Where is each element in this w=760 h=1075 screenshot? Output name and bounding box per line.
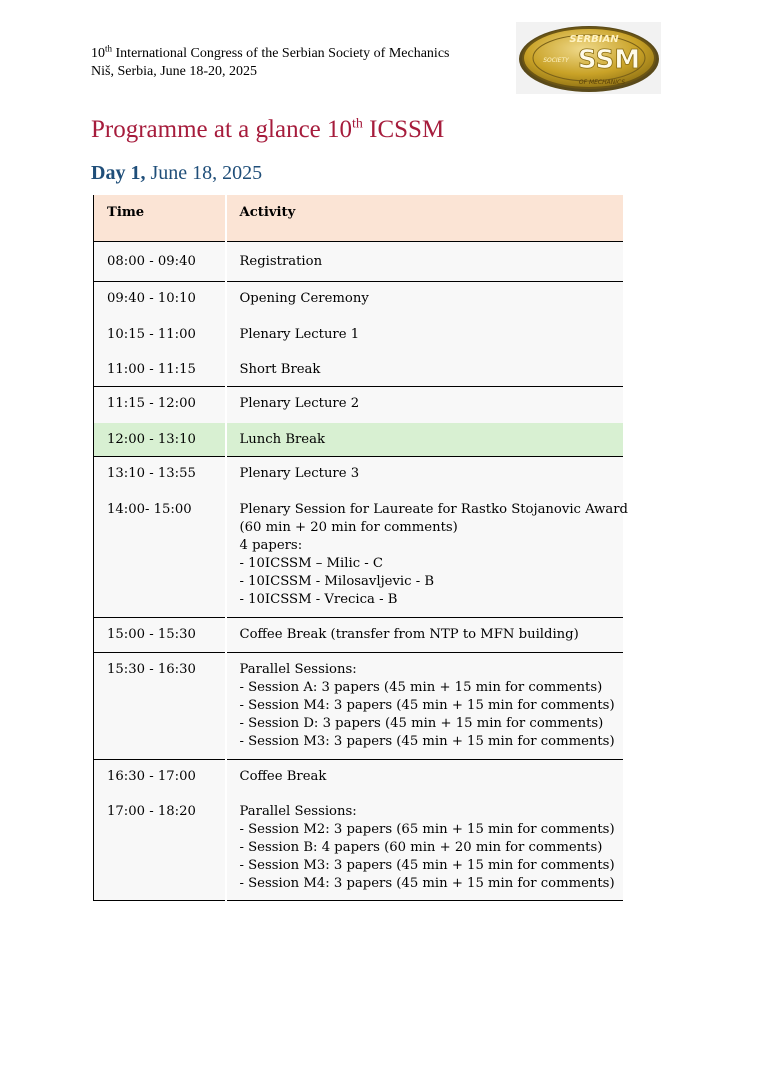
day-heading: Day 1, June 18, 2025	[91, 162, 263, 184]
table-row	[94, 653, 623, 760]
row-time: 10:15 - 11:00	[94, 318, 226, 353]
row-activity: Opening Ceremony	[226, 282, 623, 318]
table-row	[94, 457, 623, 493]
row-activity: Plenary Lecture 2	[226, 387, 623, 423]
column-header-activity: Activity	[226, 195, 623, 242]
document-header	[91, 45, 449, 81]
svg-text:OF MECHANICS: OF MECHANICS	[578, 79, 626, 86]
row-time: 15:00 - 15:30	[94, 618, 226, 653]
page-title: Programme at a glance 10th ICSSM	[91, 116, 445, 143]
row-activity: Parallel Sessions: - Session M2: 3 papers (65 min + 15 min for comments) - Session B: 4 papers (60 min + 20 min for comments) - Session M3: 3 papers (45 min + 15 min for comments) - Session M4: 3 papers (45 min + 15 min for comments)	[226, 795, 623, 901]
schedule-table	[93, 195, 628, 901]
row-time: 08:00 - 09:40	[94, 242, 226, 282]
row-time: 17:00 - 18:20	[94, 795, 226, 901]
svg-text:SERBIAN: SERBIAN	[569, 34, 619, 45]
table-row	[94, 493, 623, 618]
svg-text:SOCIETY: SOCIETY	[543, 57, 569, 64]
row-activity: Lunch Break	[226, 423, 623, 457]
row-time: 11:00 - 11:15	[94, 353, 226, 387]
row-time: 13:10 - 13:55	[94, 457, 226, 493]
table-row	[94, 318, 623, 353]
table-row	[94, 795, 623, 901]
row-time: 11:15 - 12:00	[94, 387, 226, 423]
row-activity: Registration	[226, 242, 623, 282]
row-activity: Plenary Lecture 3	[226, 457, 623, 493]
row-activity: Parallel Sessions: - Session A: 3 papers (45 min + 15 min for comments) - Session M4: 3 papers (45 min + 15 min for comments) - Session D: 3 papers (45 min + 15 min for comments) - Session M3: 3 papers (45 min + 15 min for comments)	[226, 653, 623, 760]
table-row	[94, 618, 623, 653]
row-time: 16:30 - 17:00	[94, 760, 226, 795]
table-row	[94, 387, 623, 423]
table-row	[94, 282, 623, 318]
ssm-logo	[516, 22, 661, 94]
svg-text:SSM: SSM	[577, 45, 641, 75]
row-time: 14:00- 15:00	[94, 493, 226, 618]
table-row	[94, 760, 623, 795]
row-time: 12:00 - 13:10	[94, 423, 226, 457]
row-activity: Short Break	[226, 353, 623, 387]
row-activity: Plenary Lecture 1	[226, 318, 623, 353]
table-row	[94, 242, 623, 282]
table-header-row	[94, 195, 623, 242]
congress-name: 10th International Congress of the Serbian Society of Mechanics	[91, 43, 450, 61]
row-activity: Plenary Session for Laureate for Rastko Stojanovic Award (60 min + 20 min for comments) 4 papers: - 10ICSSM – Milic - C - 10ICSSM - Milosavljevic - B - 10ICSSM - Vrecica - B	[226, 493, 623, 618]
column-header-time: Time	[94, 195, 226, 242]
row-activity: Coffee Break (transfer from NTP to MFN building)	[226, 618, 623, 653]
table-row	[94, 423, 623, 457]
row-time: 15:30 - 16:30	[94, 653, 226, 760]
row-activity: Coffee Break	[226, 760, 623, 795]
congress-location-date: Niš, Serbia, June 18-20, 2025	[91, 64, 258, 79]
row-time: 09:40 - 10:10	[94, 282, 226, 318]
table-row	[94, 353, 623, 387]
